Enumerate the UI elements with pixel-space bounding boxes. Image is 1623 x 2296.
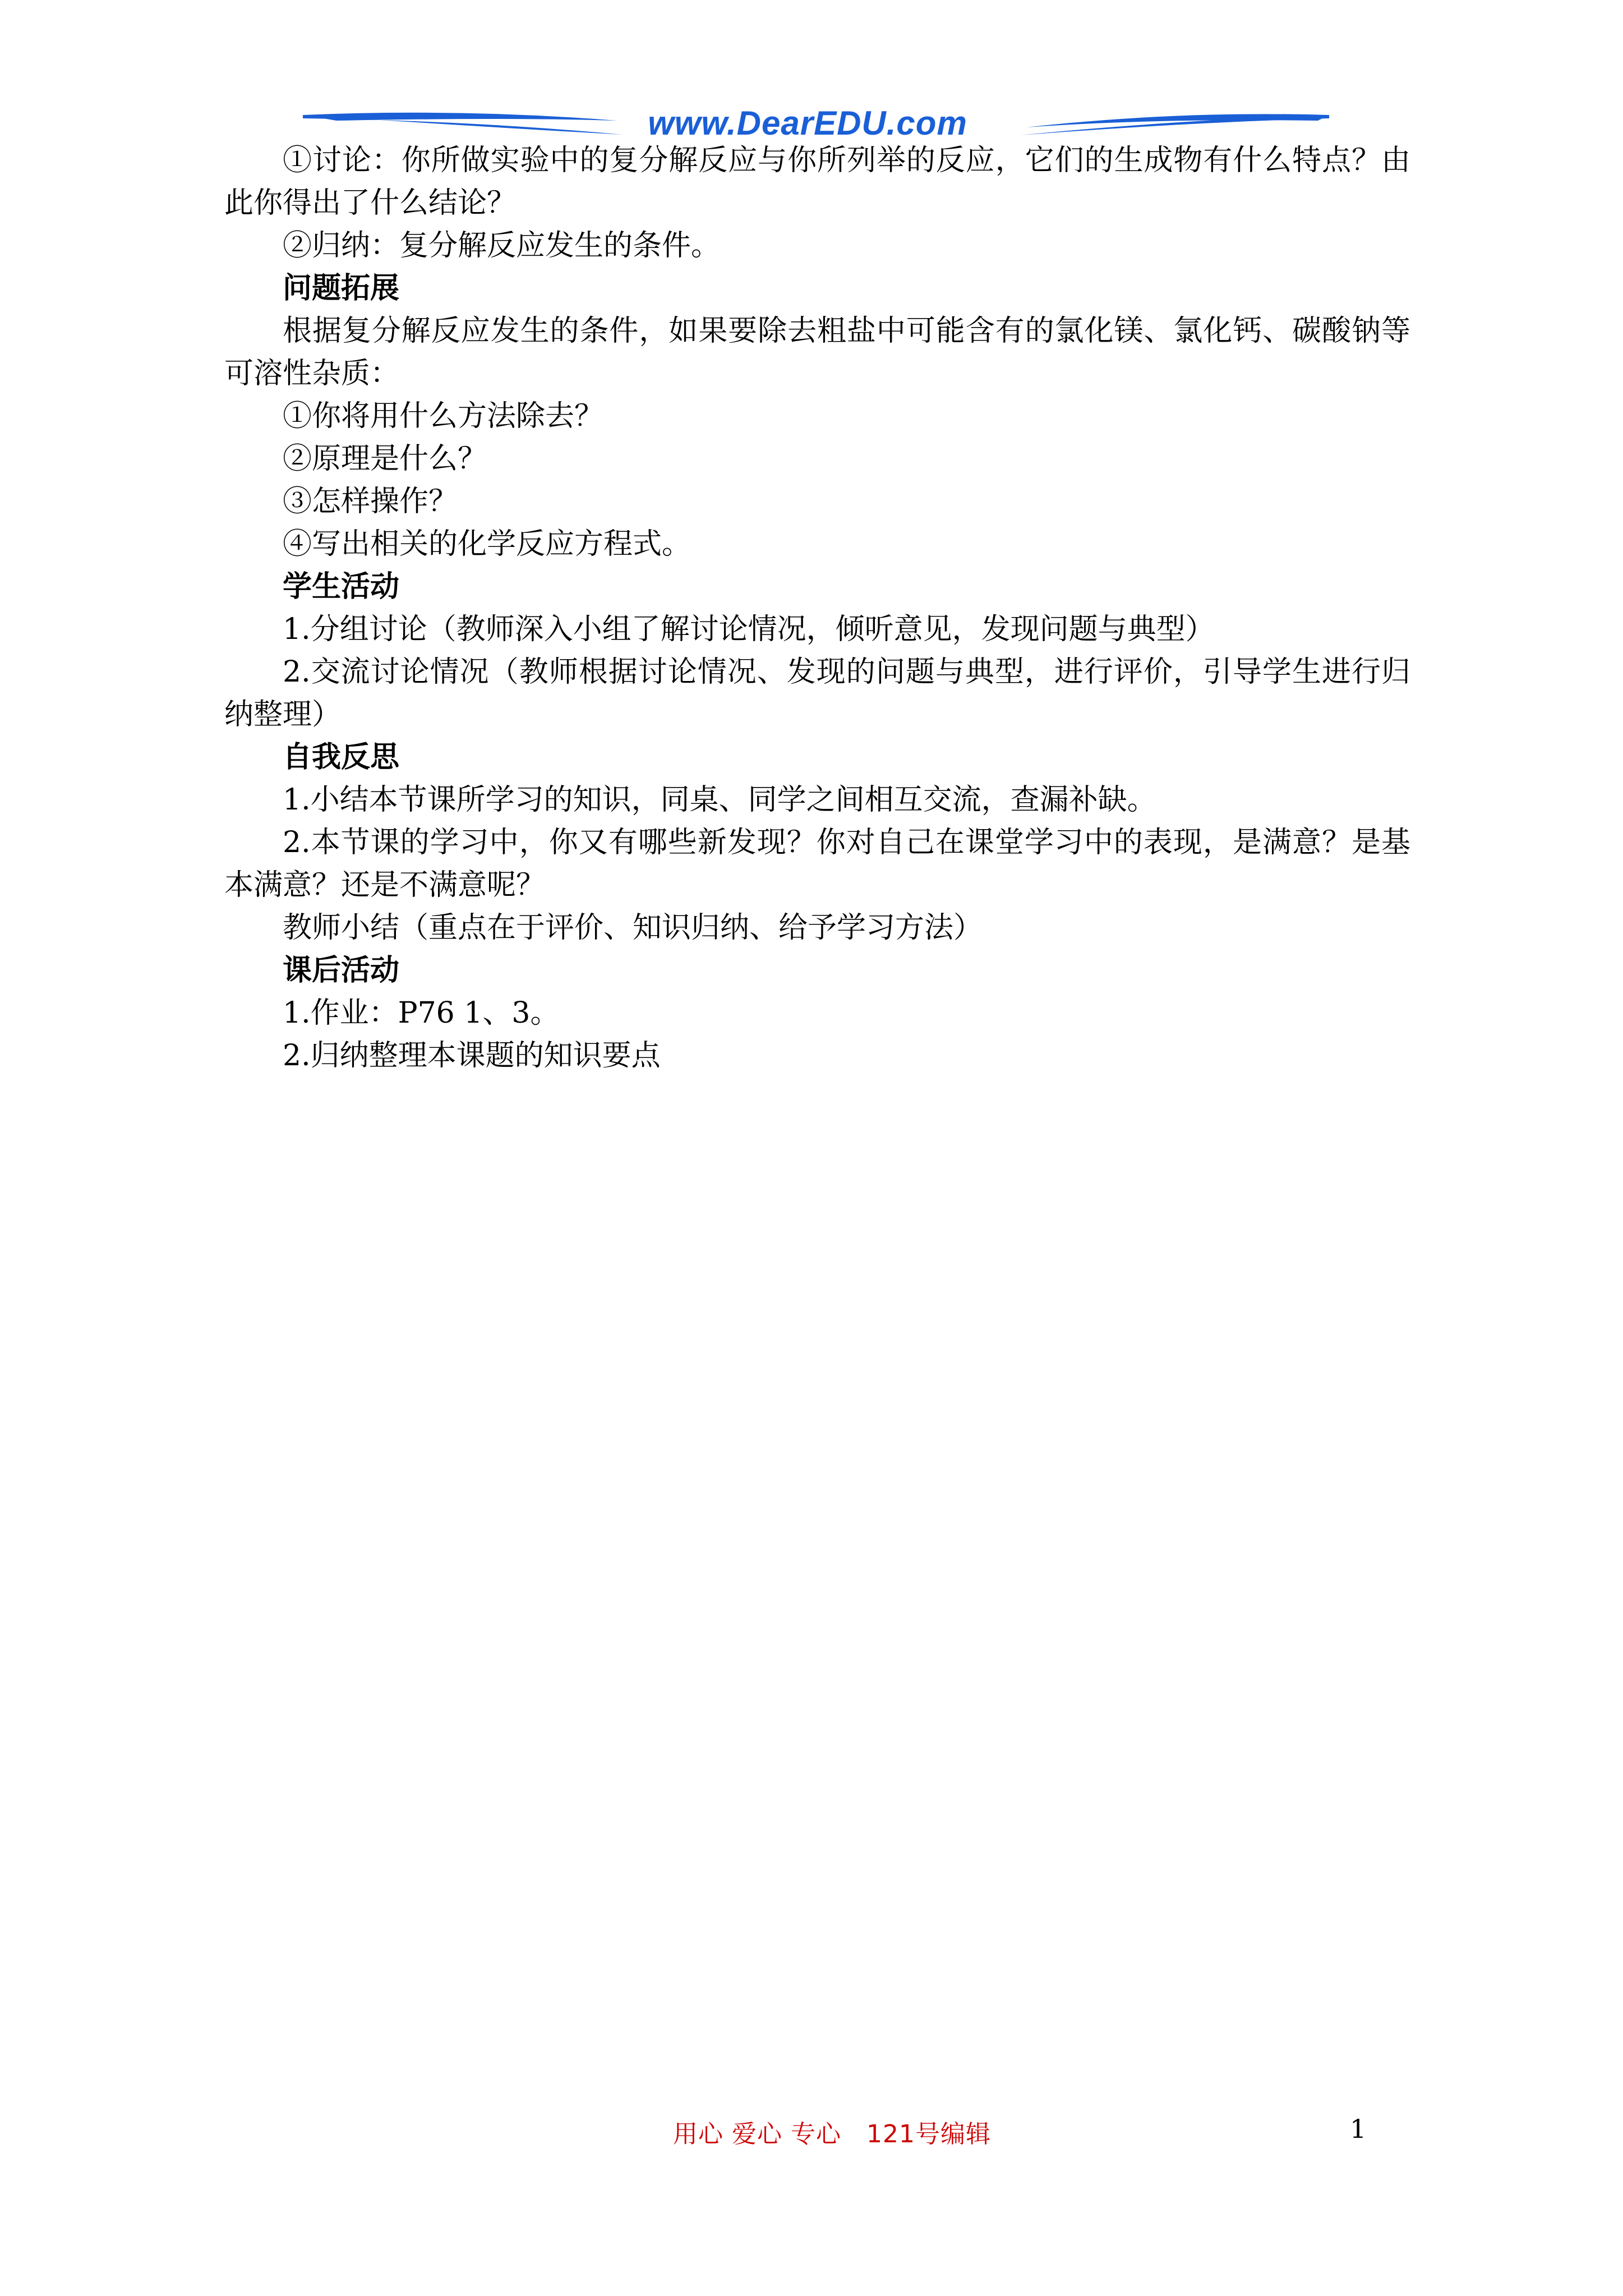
section-heading: 问题拓展	[283, 271, 400, 305]
paragraph: 1.分组讨论（教师深入小组了解讨论情况，倾听意见，发现问题与典型）	[283, 613, 1215, 646]
paragraph: ①你将用什么方法除去？	[283, 399, 604, 433]
section-heading: 课后活动	[283, 953, 400, 987]
footer-text: 用心 爱心 专心 121号编辑	[673, 2120, 991, 2148]
page-number: 1	[1350, 2114, 1367, 2144]
paragraph: 1.作业：P76 1、3。	[283, 996, 560, 1030]
paragraph: ①讨论：你所做实验中的复分解反应与你所列举的反应，它们的生成物有什么特点？由此你得出了什么结论？	[224, 144, 1410, 220]
paragraph: 2.归纳整理本课题的知识要点	[283, 1039, 661, 1073]
document-body	[224, 139, 1410, 1077]
section-heading: 学生活动	[283, 569, 400, 604]
paragraph: ②归纳：复分解反应发生的条件。	[283, 229, 721, 263]
paragraph: 教师小结（重点在于评价、知识归纳、给予学习方法）	[283, 911, 983, 945]
paragraph: 根据复分解反应发生的条件，如果要除去粗盐中可能含有的氯化镁、氯化钙、碳酸钠等可溶性杂质：	[224, 314, 1410, 390]
section-heading: 自我反思	[283, 740, 400, 774]
logo-text: www.DearEDU.com	[648, 104, 967, 142]
paragraph: 2.交流讨论情况（教师根据讨论情况、发现的问题与典型，进行评价，引导学生进行归纳整理）	[224, 655, 1410, 731]
paragraph: ③怎样操作？	[283, 485, 458, 518]
paragraph: ②原理是什么？	[283, 442, 487, 476]
paragraph: 1.小结本节课所学习的知识，同桌、同学之间相互交流，查漏补缺。	[283, 783, 1156, 817]
paragraph: ④写出相关的化学反应方程式。	[283, 527, 691, 561]
paragraph: 2.本节课的学习中，你又有哪些新发现？你对自己在课堂学习中的表现，是满意？是基本满意？还是不满意呢？	[224, 826, 1410, 902]
